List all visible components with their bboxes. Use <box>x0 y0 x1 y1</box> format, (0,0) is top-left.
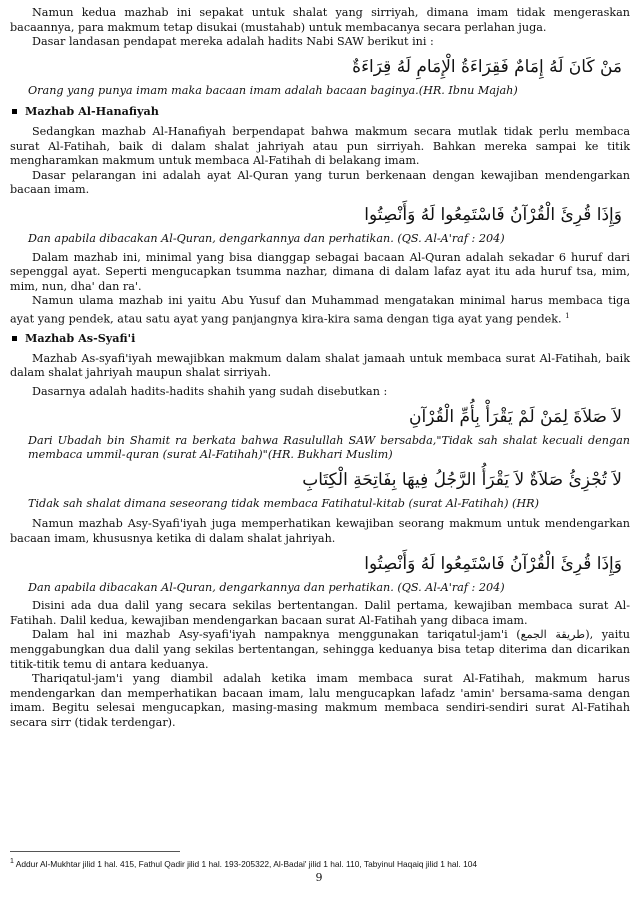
bullet-icon <box>12 109 17 114</box>
paragraph: Dasarnya adalah hadits-hadits shahih yang sudah disebutkan : <box>32 385 388 399</box>
paragraph: Namun kedua mazhab ini sepakat untuk shalat yang sirriyah, dimana imam tidak mengeraskan bacaannya, para makmum tetap disukai (mustahab) untuk membacanya secara perlahan juga. <box>10 6 630 34</box>
paragraph: Dalam mazhab ini, minimal yang bisa dianggap sebagai bacaan Al-Quran adalah sekadar 6 huruf dari sepenggal ayat. Seperti mengucapkan tsumma nazhar, dimana di dalam lafaz ayat itu ada huruf tsa, mim, mim, nun, dha' dan ra'. <box>10 250 630 293</box>
paragraph: Dasar pelarangan ini adalah ayat Al-Quran yang turun berkenaan dengan kewajiban mendengarkan bacaan imam. <box>10 168 630 197</box>
translation: Dan apabila dibacakan Al-Quran, dengarkannya dan perhatikan. (QS. Al-A'raf : 204) <box>28 580 505 594</box>
footnote: $^1$ Addur Al-Mukhtar jilid 1 hal. 415, Fathul Qadir jilid 1 hal. 193-205322, Al-Badai' jilid 1 hal. 110, Tabyinul Haqaiq jilid 1 hal. 104 <box>10 858 478 869</box>
paragraph: Namun ulama mazhab ini yaitu Abu Yusuf dan Muhammad mengatakan minimal harus membaca tiga ayat yang pendek, atau satu ayat yang panjangnya kira-kira sama dengan tiga ayat yang pendek. $^1$ <box>10 294 630 326</box>
arabic-hadith: لاَ صَلاَةَ لِمَنْ لَمْ يَقْرَأْ بِأُمِّ الْقُرْآنِ <box>408 406 622 427</box>
translation: Tidak sah shalat dimana seseorang tidak membaca Fatihatul-kitab (surat Al-Fatihah) (HR) <box>28 496 539 510</box>
paragraph: Sedangkan mazhab Al-Hanafiyah berpendapat bahwa makmum secara mutlak tidak perlu membaca surat Al-Fatihah, baik di dalam shalat jahriyah atau pun sirriyah. Bahkan mereka sampai ke titik mengharamkan makmum untuk membaca Al-Fatihah di belakang imam. <box>10 124 630 168</box>
section-heading: Mazhab As-Syafi'i <box>10 331 630 346</box>
footnote-ref: 1 <box>565 311 570 320</box>
arabic-verse: وَإِذَا قُرِئَ الْقُرْآنُ فَاسْتَمِعُوا لَهُ وَأَنْصِتُوا <box>364 204 622 225</box>
document-body <box>10 6 630 731</box>
section-heading: Mazhab Al-Hanafiyah <box>10 104 630 119</box>
translation: Orang yang punya imam maka bacaan imam adalah bacaan baginya.(HR. Ibnu Majah) <box>28 83 518 97</box>
paragraph: Disini ada dua dalil yang secara sekilas bertentangan. Dalil pertama, kewajiban membaca surat Al-Fatihah. Dalil kedua, kewajiban mendengarkan bacaan surat Al-Fatihah yang dibaca imam. <box>10 599 630 627</box>
page-number: 9 <box>315 871 323 884</box>
paragraph: Dasar landasan pendapat mereka adalah hadits Nabi SAW berikut ini : <box>32 35 434 49</box>
paragraph: Dalam hal ini mazhab Asy-syafi'iyah nampaknya menggunakan tariqatul-jam'i (طريقة الجمع), yaitu menggabungkan dua dalil yang sekilas bertentangan, sehingga keduanya bisa tetap diterima dan dicarikan titik-titik temu di antara keduanya. <box>10 628 630 671</box>
arabic-verse: وَإِذَا قُرِئَ الْقُرْآنُ فَاسْتَمِعُوا لَهُ وَأَنْصِتُوا <box>364 553 622 574</box>
arabic-hadith: لاَ تُجْزِئُ صَلاَةٌ لاَ يَقْرَأُ الرَّجُلُ فِيهَا بِفَاتِحَةِ الْكِتَابِ <box>302 469 622 490</box>
footnote-divider <box>10 851 180 852</box>
translation: Dan apabila dibacakan Al-Quran, dengarkannya dan perhatikan. (QS. Al-A'raf : 204) <box>28 231 505 245</box>
paragraph: Mazhab As-syafi'iyah mewajibkan makmum dalam shalat jamaah untuk membaca surat Al-Fatihah, baik dalam shalat jahriyah maupun shalat sirriyah. <box>10 351 630 380</box>
arabic-hadith: مَنْ كَانَ لَهُ إِمَامٌ فَقِرَاءَةُ الْإِمَامِ لَهُ قِرَاءَةٌ <box>352 56 622 77</box>
bullet-icon <box>12 336 17 341</box>
paragraph: Namun mazhab Asy-Syafi'iyah juga memperhatikan kewajiban seorang makmum untuk mendengarkan bacaan imam, khususnya ketika di dalam shalat jahriyah. <box>10 517 630 545</box>
paragraph: Thariqatul-jam'i yang diambil adalah ketika imam membaca surat Al-Fatihah, makmum harus mendengarkan dan memperhatikan bacaan imam, lalu mengucapkan lafadz 'amin' bersama-sama dengan imam. Begitu selesai mengucapkan, masing-masing makmum membaca sendiri-sendiri surat Al-Fatihah secara sirr (tidak terdengar). <box>10 672 630 729</box>
translation: Dari Ubadah bin Shamit ra berkata bahwa Rasulullah SAW bersabda,"Tidak sah shalat kecuali dengan membaca ummil-quran (surat Al-Fatihah)"(HR. Bukhari Muslim) <box>28 433 630 462</box>
